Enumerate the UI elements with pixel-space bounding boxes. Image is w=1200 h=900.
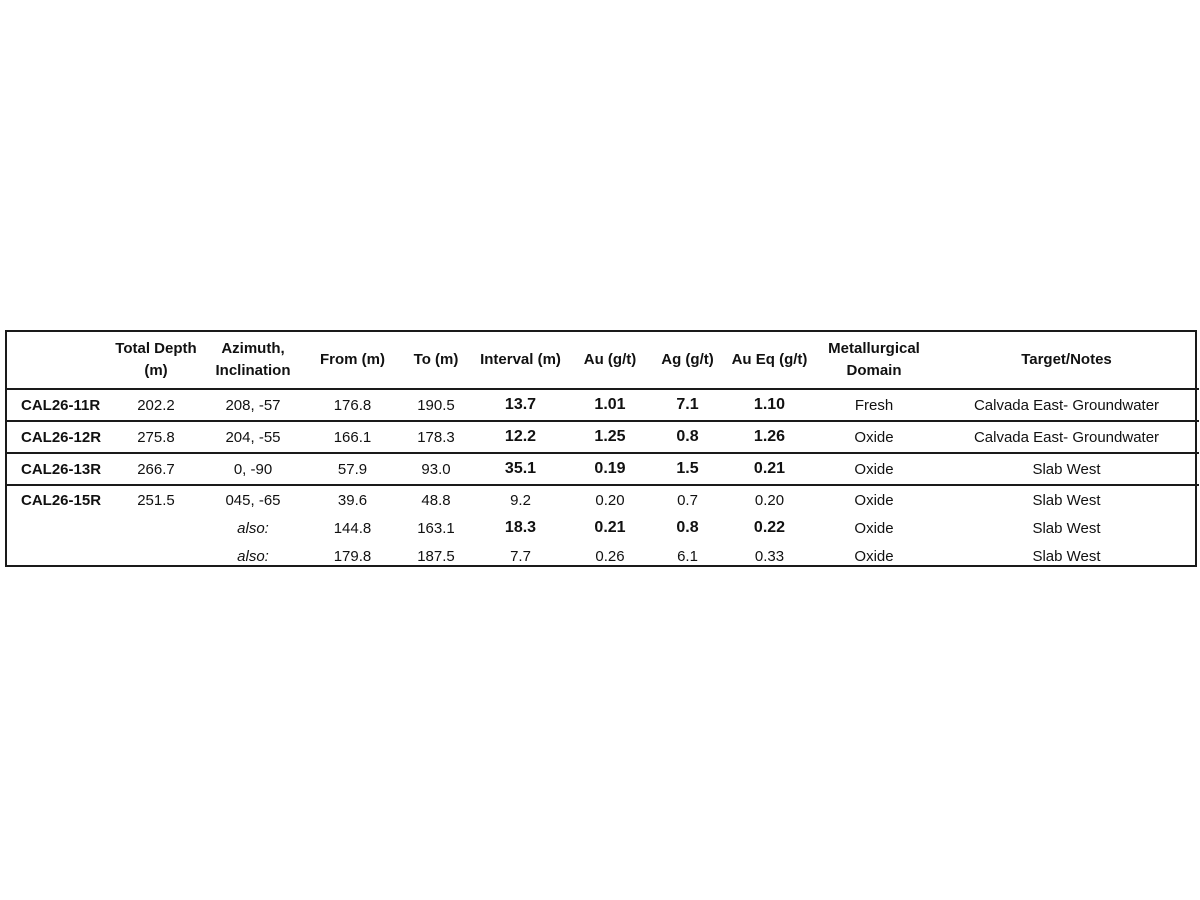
header-au: Au (g/t) (570, 332, 650, 389)
cell-to: 190.5 (401, 389, 471, 421)
cell-hole-id: CAL26-11R (7, 389, 110, 421)
cell-from: 166.1 (304, 421, 401, 453)
cell-from: 179.8 (333, 547, 372, 565)
cell-target: Calvada East- Groundwater (934, 389, 1199, 421)
cell-to: 93.0 (401, 453, 471, 485)
cell-au: 1.25 (570, 421, 650, 453)
cell-total-depth: 275.8 (110, 421, 202, 453)
cell-au: 0.20 (595, 491, 625, 509)
header-row (7, 332, 1199, 389)
cell-to: 163.1 (417, 519, 455, 537)
cell-target: Slab West (1032, 519, 1101, 537)
cell-interval: 35.1 (471, 453, 570, 485)
header-hole-id (7, 332, 110, 389)
cell-total-depth (110, 542, 202, 570)
header-domain-line1: Metallurgical (828, 340, 920, 357)
cell-au: 1.01 (570, 389, 650, 421)
cell-domain: Oxide (854, 491, 894, 509)
cell-hole-id: CAL26-15R (21, 491, 102, 509)
cell-azimuth-inclination: 045, -65 (225, 491, 281, 509)
cell-azimuth-inclination: also: (237, 547, 269, 565)
table-row (7, 514, 1199, 542)
cell-au: 0.19 (570, 453, 650, 485)
table-body (7, 389, 1199, 570)
cell-total-depth: 266.7 (110, 453, 202, 485)
cell-ag: 0.8 (676, 519, 699, 536)
cell-ag: 7.1 (650, 389, 725, 421)
header-azimuth-line1: Azimuth, (221, 340, 285, 357)
cell-azimuth-inclination: 0, -90 (202, 453, 304, 485)
cell-to: 48.8 (421, 491, 451, 509)
cell-au: 0.26 (595, 547, 625, 565)
cell-to: 187.5 (417, 547, 455, 565)
cell-target: Slab West (934, 453, 1199, 485)
header-azimuth-inclination (202, 332, 304, 389)
cell-to: 178.3 (401, 421, 471, 453)
cell-au-eq: 1.10 (725, 389, 814, 421)
header-total-depth-line1: Total Depth (115, 340, 197, 357)
cell-domain: Oxide (814, 453, 934, 485)
header-metallurgical-domain (814, 332, 934, 389)
cell-interval: 13.7 (471, 389, 570, 421)
cell-hole-id: CAL26-13R (7, 453, 110, 485)
cell-au-eq: 0.21 (725, 453, 814, 485)
cell-azimuth-inclination: also: (237, 519, 269, 537)
header-to: To (m) (401, 332, 471, 389)
cell-interval: 7.7 (510, 547, 531, 565)
cell-azimuth-inclination: 208, -57 (202, 389, 304, 421)
cell-au-eq: 0.22 (753, 519, 786, 536)
cell-target: Slab West (1032, 491, 1101, 509)
cell-from: 57.9 (304, 453, 401, 485)
drill-results-table (7, 332, 1199, 570)
table-row (7, 421, 1199, 453)
header-total-depth (110, 332, 202, 389)
cell-hole-id: CAL26-12R (7, 421, 110, 453)
header-interval: Interval (m) (471, 332, 570, 389)
cell-total-depth (110, 514, 202, 542)
cell-au-eq: 1.26 (725, 421, 814, 453)
cell-total-depth: 251.5 (137, 491, 175, 509)
cell-au: 0.21 (594, 519, 626, 536)
cell-au-eq: 0.20 (754, 491, 785, 509)
header-domain-line2: Domain (846, 362, 902, 379)
header-azimuth-line2: Inclination (215, 362, 291, 379)
cell-hole-id (7, 542, 110, 570)
cell-ag: 0.7 (677, 491, 698, 509)
drill-results-table-container (5, 330, 1197, 567)
cell-target: Calvada East- Groundwater (934, 421, 1199, 453)
header-target-notes: Target/Notes (934, 332, 1199, 389)
cell-interval: 12.2 (471, 421, 570, 453)
cell-interval: 9.2 (510, 491, 531, 509)
cell-ag: 1.5 (650, 453, 725, 485)
table-row (7, 485, 1199, 514)
cell-domain: Fresh (814, 389, 934, 421)
cell-azimuth-inclination: 204, -55 (202, 421, 304, 453)
table-row (7, 389, 1199, 421)
table-row (7, 542, 1199, 570)
cell-au-eq: 0.33 (754, 547, 785, 565)
table-row (7, 453, 1199, 485)
cell-total-depth: 202.2 (110, 389, 202, 421)
cell-ag: 6.1 (677, 547, 698, 565)
header-ag: Ag (g/t) (650, 332, 725, 389)
header-from: From (m) (304, 332, 401, 389)
cell-domain: Oxide (854, 547, 894, 565)
header-au-eq: Au Eq (g/t) (725, 332, 814, 389)
cell-ag: 0.8 (650, 421, 725, 453)
cell-domain: Oxide (854, 519, 894, 537)
table-header (7, 332, 1199, 389)
cell-hole-id (7, 514, 110, 542)
header-total-depth-line2: (m) (144, 362, 168, 379)
cell-domain: Oxide (814, 421, 934, 453)
cell-from: 176.8 (304, 389, 401, 421)
cell-from: 39.6 (337, 491, 368, 509)
cell-interval: 18.3 (504, 519, 537, 536)
cell-target: Slab West (1032, 547, 1101, 565)
cell-from: 144.8 (333, 519, 372, 537)
